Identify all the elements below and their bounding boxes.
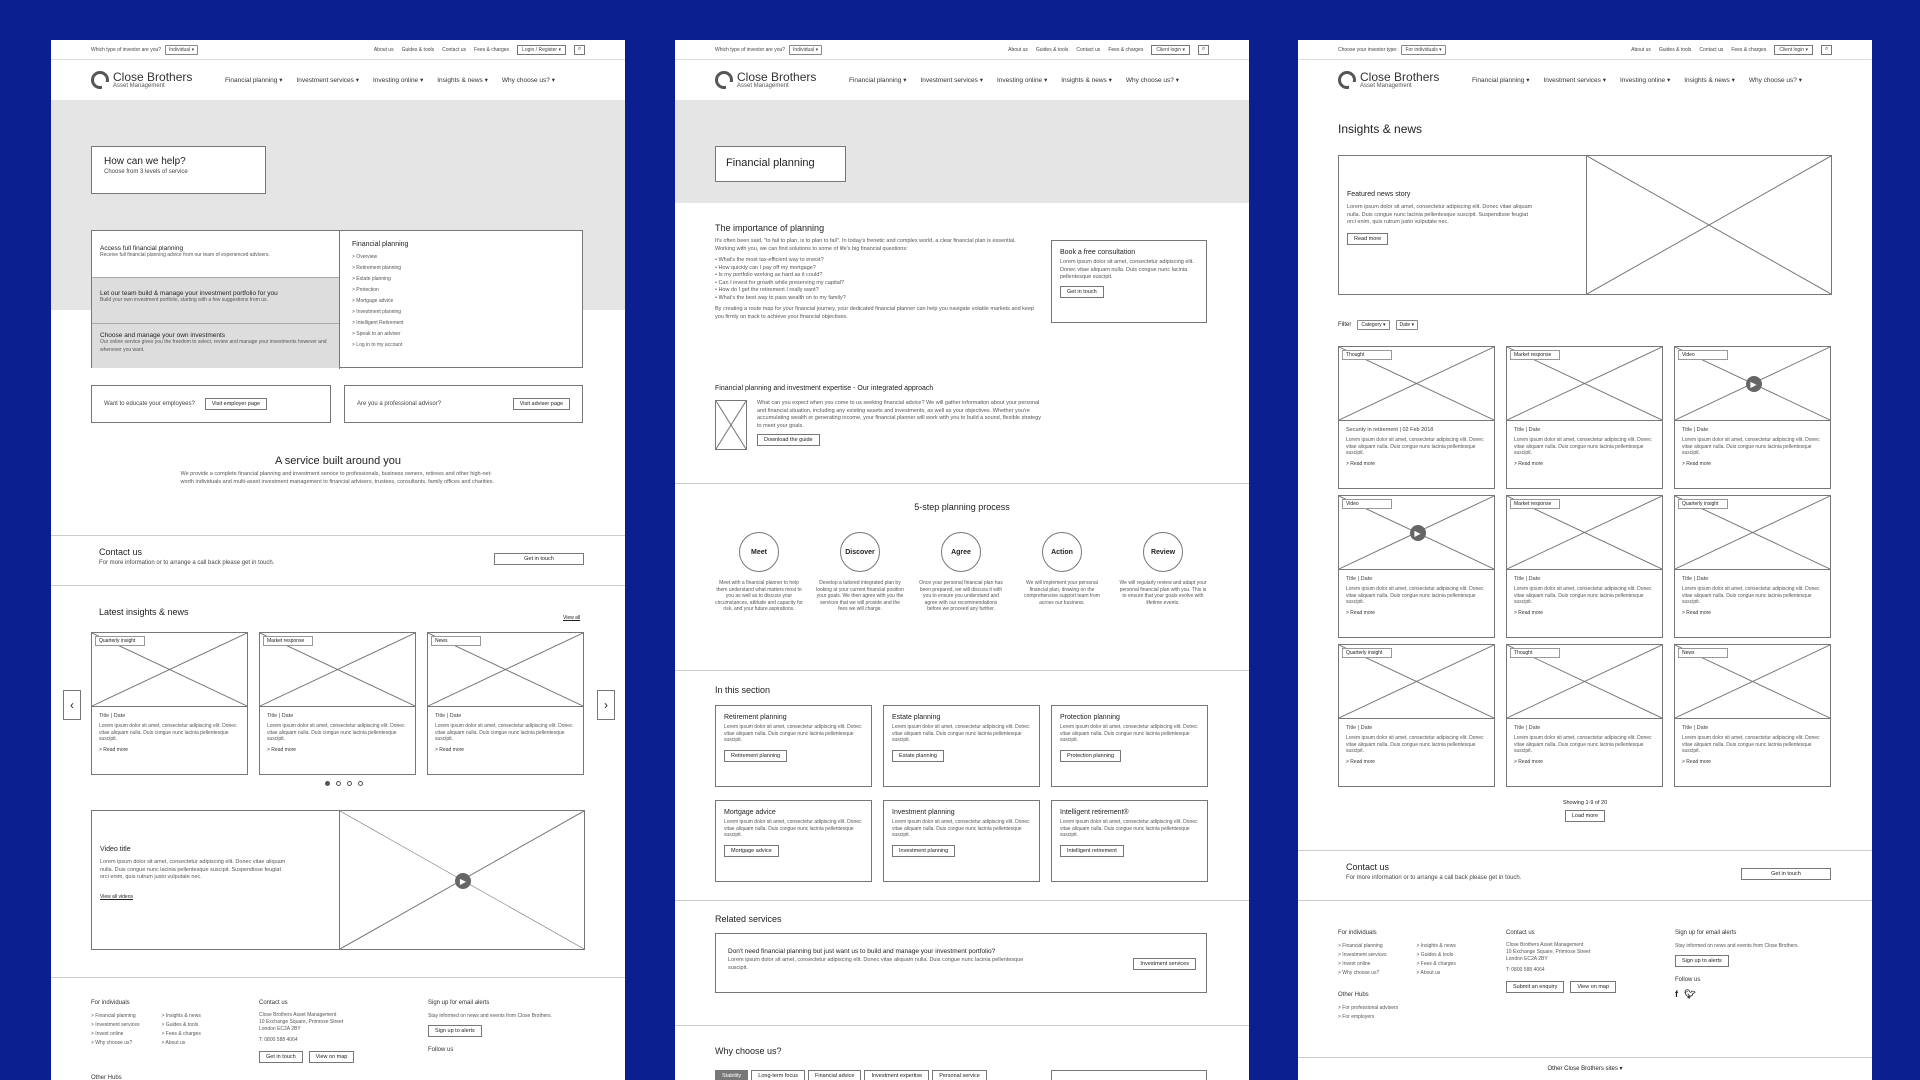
card-title: Title | Date — [1346, 725, 1373, 731]
section-card: Protection planning Lorem ipsum dolor sit amet, consectetur adipiscing elit. Donec vitae aliquam nulla. Duis congue nunc lacinia pellentesque suscipit. Protection planning — [1051, 705, 1208, 787]
card-image-placeholder — [428, 633, 583, 707]
service-levels — [91, 230, 583, 368]
card-title: Title | Date — [99, 713, 126, 719]
list-item[interactable]: > Investment services — [91, 1022, 140, 1028]
list-item[interactable]: > Intelligent Retirement — [352, 320, 404, 326]
card-text: Lorem ipsum dolor sit amet, consectetur adipiscing elit. Donec vitae aliquam nulla. Duis congue nunc lacinia pellentesque suscipit. — [1346, 437, 1484, 456]
card-title: Title | Date — [267, 713, 294, 719]
view-map-button[interactable]: View on map — [1570, 981, 1616, 993]
search-icon[interactable]: ⌕ — [1198, 45, 1209, 55]
pagination: Showing 1-9 of 20 Load more — [1298, 800, 1872, 822]
list-item[interactable]: > Fees & charges — [1416, 961, 1456, 967]
card-title: Title | Date — [1514, 427, 1541, 433]
card-tag: Market response — [1510, 499, 1560, 509]
in-section-title: In this section — [715, 685, 771, 695]
why-tab[interactable]: Financial advice — [808, 1070, 861, 1080]
financial-planning-menu: Financial planning > Overview > Retirement planning > Estate planning > Protection > Mortgage advice > Investment planning > Intelligent Retirement > Speak to an adviser > Log in to my account — [339, 231, 584, 369]
nav-investing-online[interactable]: Investing online ▾ — [997, 77, 1048, 84]
why-title: Why choose us? — [715, 1046, 782, 1056]
footer-individuals: For individuals > Financial planning > Investment services > Invest online > Why choose us? > Insights & news > Guides & tools > Fees & charges > About us — [91, 1000, 201, 1046]
card-title: Title | Date — [1346, 576, 1373, 582]
planning-step: Discover Develop a tailored integrated plan by looking at your current financial position your goals. We then agree with you the services that we will provide and the fees we will charge. — [816, 532, 904, 613]
page-title: Financial planning — [715, 146, 846, 182]
card-text: Lorem ipsum dolor sit amet, consectetur adipiscing elit. Donec vitae aliquam nulla. Duis congue nunc lacinia pellentesque suscipit. — [1514, 586, 1652, 605]
read-more-link[interactable]: > Read more — [1346, 609, 1376, 616]
investor-type-select[interactable]: Individual ▾ — [165, 45, 198, 55]
planning-step: Agree Once your personal financial plan has been prepared, we will discuss it with you to ensure you understand and agree with our recommendations before we proceed any further. — [917, 532, 1005, 613]
list-item[interactable]: > Financial planning — [1338, 943, 1383, 949]
card-image-placeholder — [260, 633, 415, 707]
planning-step: Meet Meet with a financial planner to help them understand what matters most to you as well as to discuss your circumstances, attitude and capacity for risk, and your future aspirations. — [715, 532, 803, 613]
card-image-placeholder — [1675, 496, 1830, 570]
section-card-button[interactable]: Intelligent retirement — [1060, 845, 1124, 857]
footer-individuals: For individuals > Financial planning > Investment services > Invest online > Why choose us? > Insights & news > Guides & tools > Fees & charges > About us Other Hubs > For professional advisers > For employers — [1338, 930, 1488, 1022]
card-title: Title | Date — [1682, 427, 1709, 433]
service-section: A service built around you We provide a complete financial planning and investment service to professionals, business owners, retirees and other high-net-worth individuals and multi-asset investment management to financial advisers, trustees, consultants, family offices and charities. — [180, 455, 495, 485]
submit-enquiry-button[interactable]: Submit an enquiry — [1506, 981, 1564, 993]
twitter-icon[interactable]: 🐦︎ — [1684, 989, 1696, 999]
list-item[interactable]: > Investment planning — [352, 309, 402, 315]
utility-bar: Choose your investor type: For individuals ▾ About us Guides & tools Contact us Fees & charges Client login ▾ ⌕ — [1298, 40, 1872, 60]
list-item[interactable]: > For employers — [1338, 1014, 1375, 1020]
video-placeholder[interactable] — [339, 810, 585, 950]
get-in-touch-button[interactable]: Get in touch — [494, 553, 584, 565]
signup-button[interactable]: Sign up to alerts — [428, 1025, 482, 1037]
play-icon[interactable]: ▶ — [1746, 376, 1762, 392]
contact-link[interactable]: Contact us — [1699, 46, 1724, 53]
nav-insights-news[interactable]: Insights & news ▾ — [1684, 77, 1735, 84]
adviser-page-button[interactable]: Visit adviser page — [513, 398, 570, 410]
logo-icon — [1338, 71, 1356, 89]
nav-financial-planning[interactable]: Financial planning ▾ — [225, 77, 283, 84]
play-icon[interactable]: ▶ — [455, 873, 471, 889]
card-title: Title | Date — [1514, 576, 1541, 582]
card-tag: Quarterly insight — [95, 636, 145, 646]
logo-icon — [715, 71, 733, 89]
footer-signup: Sign up for email alerts Stay informed on news and events from Close Brothers. Sign up to alerts Follow us — [428, 1000, 552, 1053]
card-text: Lorem ipsum dolor sit amet, consectetur adipiscing elit. Donec vitae aliquam nulla. Duis congue nunc lacinia pellentesque suscipit. — [1514, 437, 1652, 456]
investor-question: Which type of investor are you? — [91, 46, 162, 53]
section-card-button[interactable]: Protection planning — [1060, 750, 1121, 762]
nav-investing-online[interactable]: Investing online ▾ — [373, 77, 424, 84]
card-text: Lorem ipsum dolor sit amet, consectetur adipiscing elit. Donec vitae aliquam nulla. Duis congue nunc lacinia pellentesque suscipit. — [1346, 586, 1484, 605]
logo[interactable]: Close Brothers Asset Management — [715, 71, 835, 89]
card-title: Title | Date — [435, 713, 462, 719]
read-more-link[interactable]: > Read more — [267, 746, 297, 753]
footer-contact: Contact us Close Brothers Asset Management 10 Exchange Square, Primrose Street London EC2A 2BY T: 0800 588 4064 Get in touch View on map — [259, 1000, 409, 1063]
logo[interactable]: Close Brothers Asset Management — [91, 71, 211, 89]
card-text: Lorem ipsum dolor sit amet, consectetur adipiscing elit. Donec vitae aliquam nulla. Duis congue nunc lacinia pellentesque suscipit. — [1346, 735, 1484, 754]
news-card[interactable] — [1506, 346, 1663, 489]
list-item: • What's the best way to pass wealth on to my family? — [715, 294, 846, 301]
main-nav — [51, 60, 625, 100]
card-image-placeholder — [1339, 347, 1494, 421]
nav-why-choose-us[interactable]: Why choose us? ▾ — [1125, 77, 1179, 84]
read-more-link[interactable]: > Read more — [1682, 609, 1712, 616]
why-tabs — [715, 1070, 987, 1080]
nav-financial-planning[interactable]: Financial planning ▾ — [1472, 77, 1530, 84]
carousel-next-icon[interactable]: › — [597, 690, 615, 720]
client-login-button[interactable]: Client login ▾ — [1774, 45, 1813, 55]
why-panel — [1051, 1070, 1207, 1080]
fees-link[interactable]: Fees & charges — [1731, 46, 1767, 53]
read-more-link[interactable]: > Read more — [1346, 758, 1376, 765]
card-text: Lorem ipsum dolor sit amet, consectetur adipiscing elit. Donec vitae aliquam nulla. Duis congue nunc lacinia pellentesque suscipit. — [1682, 586, 1820, 605]
section-card: Intelligent retirement® Lorem ipsum dolor sit amet, consectetur adipiscing elit. Donec vitae aliquam nulla. Duis congue nunc lacinia pellentesque suscipit. Intelligent retirement — [1051, 800, 1208, 882]
list-item[interactable]: > Insights & news — [161, 1013, 201, 1019]
card-text: Lorem ipsum dolor sit amet, consectetur adipiscing elit. Donec vitae aliquam nulla. Duis congue nunc lacinia pellentesque suscipit. — [1514, 735, 1652, 754]
list-item[interactable]: > Log in to my account — [352, 342, 403, 348]
planning-step: Review We will regularly review and adapt your personal financial plan with you. This is to ensure that your goals evolve with lifetime events. — [1119, 532, 1207, 613]
read-more-link[interactable]: > Read more — [1514, 460, 1544, 467]
search-icon[interactable]: ⌕ — [574, 45, 585, 55]
level-1[interactable]: Access full financial planning Receive full financial planning advice from our team of experienced advisers. — [92, 231, 339, 277]
card-image-placeholder — [1507, 645, 1662, 719]
featured-read-more-button[interactable]: Read more — [1347, 233, 1388, 245]
step-circle[interactable]: Review — [1143, 532, 1183, 572]
list-item: • How quickly can I pay off my mortgage? — [715, 264, 816, 271]
date-select[interactable]: Date ▾ — [1396, 320, 1418, 330]
section-card-button[interactable]: Investment planning — [892, 845, 955, 857]
insights-wireframe — [1298, 40, 1872, 1080]
login-button[interactable]: Login / Register ▾ — [517, 45, 566, 55]
about-link[interactable]: About us — [1631, 46, 1651, 53]
card-tag: Market response — [263, 636, 313, 646]
news-card[interactable] — [1506, 644, 1663, 787]
why-tab[interactable]: Long-term focus — [751, 1070, 805, 1080]
importance-section: The importance of planning It's often been said, "to fail to plan, is to plan to fail". In today's frenetic and complex world, a clear financial plan is essential. Working with you, we can find solutions to some of life's big financial questions: • What's the most tax-efficient way to invest? • How quickly can I pay off my mortgage? • Is my portfolio working as hard as it could? • Can I invest for growth while preserving my capital? • How do I get the retirement I really want? • What's the best way to pass wealth on to my family? By creating a route map for your financial journey, your dedicated financial planner can help you navigate volatile markets and keep you firmly on track to achieve your financial objectives. — [715, 223, 1035, 320]
about-link[interactable]: About us — [1008, 46, 1028, 53]
card-image-placeholder — [1507, 496, 1662, 570]
signup-button[interactable]: Sign up to alerts — [1675, 955, 1729, 967]
page-title: Insights & news — [1338, 122, 1423, 136]
step-circle[interactable]: Discover — [840, 532, 880, 572]
nav-why-choose-us[interactable]: Why choose us? ▾ — [501, 77, 555, 84]
level-3[interactable]: Choose and manage your own investments Our online service gives you the freedom to select, review and manage your investments however and whenever you want. — [92, 323, 339, 368]
section-card-button[interactable]: Retirement planning — [724, 750, 787, 762]
card-tag: Market response — [1510, 350, 1560, 360]
list-item[interactable]: > Retirement planning — [352, 265, 402, 271]
card-text: Lorem ipsum dolor sit amet, consectetur adipiscing elit. Donec vitae aliquam nulla. Duis congue nunc lacinia pellentesque suscipit. — [267, 723, 405, 742]
list-item: • Is my portfolio working as hard as it could? — [715, 272, 823, 278]
why-tab[interactable]: Investment expertise — [864, 1070, 929, 1080]
category-select[interactable]: Category ▾ — [1357, 320, 1389, 330]
card-tag: News — [1678, 648, 1728, 658]
contact-section: Contact us For more information or to arrange a call back please get in touch. — [1346, 862, 1522, 881]
read-more-link[interactable]: > Read more — [99, 746, 129, 753]
investment-services-button[interactable]: Investment services — [1133, 958, 1196, 970]
section-card: Retirement planning Lorem ipsum dolor sit amet, consectetur adipiscing elit. Donec vitae aliquam nulla. Duis congue nunc lacinia pellentesque suscipit. Retirement planning — [715, 705, 872, 787]
guide-image-placeholder — [715, 400, 747, 450]
card-tag: Quarterly insight — [1342, 648, 1392, 658]
nav-investing-online[interactable]: Investing online ▾ — [1620, 77, 1671, 84]
why-tab[interactable]: Stability — [715, 1070, 748, 1080]
steps-row — [715, 532, 1207, 613]
card-text: Lorem ipsum dolor sit amet, consectetur adipiscing elit. Donec vitae aliquam nulla. Duis congue nunc lacinia pellentesque suscipit. — [435, 723, 573, 742]
contact-link[interactable]: Contact us — [442, 46, 467, 53]
dot-3[interactable] — [347, 781, 352, 786]
footer-signup: Sign up for email alerts Stay informed on news and events from Close Brothers. Sign up to alerts Follow us f 🐦︎ — [1675, 930, 1799, 999]
step-circle[interactable]: Meet — [739, 532, 779, 572]
view-all-link[interactable]: View all — [563, 615, 581, 621]
contact-section: Contact us For more information or to arrange a call back please get in touch. — [99, 547, 275, 566]
news-card[interactable] — [1674, 346, 1831, 489]
nav-financial-planning[interactable]: Financial planning ▾ — [849, 77, 907, 84]
card-image-placeholder — [1507, 347, 1662, 421]
list-item[interactable]: > Invest online — [91, 1031, 124, 1037]
contact-link[interactable]: Contact us — [1076, 46, 1101, 53]
steps-title: 5-step planning process — [914, 502, 1010, 512]
list-item[interactable]: > Fees & charges — [161, 1031, 201, 1037]
list-item: • Can I invest for growth while preserving my capital? — [715, 279, 845, 286]
step-circle[interactable]: Agree — [941, 532, 981, 572]
list-item[interactable]: > Speak to an adviser — [352, 331, 401, 337]
about-link[interactable]: About us — [373, 46, 394, 53]
view-videos-link[interactable]: View all videos — [100, 893, 133, 900]
consult-get-in-touch-button[interactable]: Get in touch — [1060, 286, 1104, 298]
guides-link[interactable]: Guides & tools — [401, 46, 435, 53]
card-image-placeholder — [1339, 496, 1494, 570]
news-card[interactable] — [259, 632, 416, 775]
card-title: Title | Date — [1514, 725, 1541, 731]
dot-2[interactable] — [336, 781, 341, 786]
filter-bar: Filter Category ▾ Date ▾ — [1338, 320, 1418, 330]
card-title: Title | Date — [1682, 725, 1709, 731]
utility-bar: Which type of investor are you? Individual ▾ About us Guides & tools Contact us Fees & charges Client login ▾ ⌕ — [675, 40, 1249, 60]
get-in-touch-button[interactable]: Get in touch — [1741, 868, 1831, 880]
why-tab[interactable]: Personal service — [932, 1070, 987, 1080]
nav-insights-news[interactable]: Insights & news ▾ — [1061, 77, 1112, 84]
section-card-button[interactable]: Mortgage advice — [724, 845, 779, 857]
news-card[interactable] — [1338, 346, 1495, 489]
main-nav — [1298, 60, 1872, 100]
logo[interactable]: Close Brothers Asset Management — [1338, 71, 1458, 89]
section-card: Estate planning Lorem ipsum dolor sit amet, consectetur adipiscing elit. Donec vitae aliquam nulla. Duis congue nunc lacinia pellentesque suscipit. Estate planning — [883, 705, 1040, 787]
card-image-placeholder — [1675, 645, 1830, 719]
list-item[interactable]: > Mortgage advice — [352, 298, 394, 304]
level-2[interactable]: Let our team build & manage your investment portfolio for you Build your own investment portfolio, starting with a few suggestions from us. — [92, 277, 339, 323]
section-card: Mortgage advice Lorem ipsum dolor sit amet, consectetur adipiscing elit. Donec vitae aliquam nulla. Duis congue nunc lacinia pellentesque suscipit. Mortgage advice — [715, 800, 872, 882]
read-more-link[interactable]: > Read more — [1682, 758, 1712, 765]
planning-step: Action We will implement your personal financial plan, drawing on the comprehensive support team from across our business. — [1018, 532, 1106, 613]
read-more-link[interactable]: > Read more — [1346, 460, 1376, 467]
card-text: Lorem ipsum dolor sit amet, consectetur adipiscing elit. Donec vitae aliquam nulla. Duis congue nunc lacinia pellentesque suscipit. — [99, 723, 237, 742]
card-tag: Video — [1342, 499, 1392, 509]
guides-link[interactable]: Guides & tools — [1658, 46, 1692, 53]
related-title: Related services — [715, 914, 782, 924]
list-item[interactable]: > Financial planning — [91, 1013, 136, 1019]
list-item: • What's the most tax-efficient way to invest? — [715, 257, 824, 263]
search-icon[interactable]: ⌕ — [1821, 45, 1832, 55]
nav-insights-news[interactable]: Insights & news ▾ — [437, 77, 488, 84]
list-item[interactable]: > For professional advisers — [1338, 1005, 1399, 1011]
card-image-placeholder — [92, 633, 247, 707]
card-tag: Video — [1678, 350, 1728, 360]
step-circle[interactable]: Action — [1042, 532, 1082, 572]
list-item[interactable]: > Estate planning — [352, 276, 391, 282]
read-more-link[interactable]: > Read more — [435, 746, 465, 753]
expertise-body: What can you expect when you come to us seeking financial advice? We will gather information about your personal and financial situation, including any existing assets and investments, as well as your objectives. Whether you're accumulating wealth or generating income, your financial planner will work with you to build a sound, flexible strategy to meet your goals. Download the guide — [757, 400, 1047, 446]
nav-investment-services[interactable]: Investment services ▾ — [920, 77, 983, 84]
footer-get-in-touch-button[interactable]: Get in touch — [259, 1051, 303, 1063]
footer-contact: Contact us Close Brothers Asset Management 10 Exchange Square, Primrose Street London EC2A 2BY T: 0800 588 4064 Submit an enquiry View on map — [1506, 930, 1656, 993]
download-guide-button[interactable]: Download the guide — [757, 434, 820, 446]
news-card[interactable] — [427, 632, 584, 775]
news-card[interactable] — [1506, 495, 1663, 638]
employer-page-button[interactable]: Visit employer page — [205, 398, 267, 410]
insights-title: Latest insights & news — [99, 607, 189, 617]
logo-icon — [91, 71, 109, 89]
help-box: How can we help? Choose from 3 levels of service — [91, 146, 266, 194]
list-item[interactable]: > Why choose us? — [91, 1040, 133, 1046]
card-title: Title | Date — [1682, 576, 1709, 582]
news-card[interactable] — [91, 632, 248, 775]
adviser-box: Are you a professional advisor? Visit adviser page — [344, 385, 583, 423]
featured-story: Featured news story Lorem ipsum dolor sit amet, consectetur adipiscing elit. Donec vitae aliquam nulla. Duis congue nunc lacinia pellentesque suscipit. Suspendisse feugiat orci enim, quis rutrum justo vulputate nec. Read more — [1338, 155, 1830, 295]
related-box: Don't need financial planning but just want us to build and manage your investment portfolio? Lorem ipsum dolor sit amet, consectetur adipiscing elit. Donec vitae aliquam nulla. Duis congue nunc lacinia pellentesque suscipit. Investment services — [715, 933, 1207, 993]
carousel-prev-icon[interactable]: ‹ — [63, 690, 81, 720]
nav-investment-services[interactable]: Investment services ▾ — [296, 77, 359, 84]
card-tag: Thought — [1342, 350, 1392, 360]
employees-box: Want to educate your employees? Visit employer page — [91, 385, 331, 423]
card-tag: Quarterly insight — [1678, 499, 1728, 509]
main-nav — [675, 60, 1249, 100]
dot-1[interactable] — [325, 781, 330, 786]
card-text: Lorem ipsum dolor sit amet, consectetur adipiscing elit. Donec vitae aliquam nulla. Duis congue nunc lacinia pellentesque suscipit. — [1682, 437, 1820, 456]
nav-investment-services[interactable]: Investment services ▾ — [1543, 77, 1606, 84]
card-text: Lorem ipsum dolor sit amet, consectetur adipiscing elit. Donec vitae aliquam nulla. Duis congue nunc lacinia pellentesque suscipit. — [1682, 735, 1820, 754]
read-more-link[interactable]: > Read more — [1514, 758, 1544, 765]
section-card: Investment planning Lorem ipsum dolor sit amet, consectetur adipiscing elit. Donec vitae aliquam nulla. Duis congue nunc lacinia pellentesque suscipit. Investment planning — [883, 800, 1040, 882]
news-card[interactable] — [1338, 495, 1495, 638]
list-item[interactable]: > About us — [1416, 970, 1441, 976]
investor-type-select[interactable]: Individual ▾ — [789, 45, 822, 55]
card-image-placeholder — [1339, 645, 1494, 719]
load-more-button[interactable]: Load more — [1565, 810, 1605, 822]
news-card[interactable] — [1674, 495, 1831, 638]
fees-link[interactable]: Fees & charges — [474, 46, 510, 53]
read-more-link[interactable]: > Read more — [1514, 609, 1544, 616]
list-item[interactable]: > Investment services — [1338, 952, 1387, 958]
client-login-button[interactable]: Client login ▾ — [1151, 45, 1190, 55]
list-item[interactable]: > Guides & tools — [1416, 952, 1454, 958]
card-tag: News — [431, 636, 481, 646]
card-title: Security in retirement | 02 Feb 2018 — [1346, 427, 1434, 433]
list-item[interactable]: > Overview — [352, 254, 378, 260]
fees-link[interactable]: Fees & charges — [1108, 46, 1144, 53]
list-item[interactable]: > Insights & news — [1416, 943, 1456, 949]
list-item[interactable]: > About us — [161, 1040, 186, 1046]
facebook-icon[interactable]: f — [1675, 989, 1678, 999]
nav-why-choose-us[interactable]: Why choose us? ▾ — [1748, 77, 1802, 84]
card-tag: Thought — [1510, 648, 1560, 658]
list-item[interactable]: > Guides & tools — [161, 1022, 199, 1028]
homepage-wireframe: Which type of investor are you? Individual ▾ About us Guides & tools Contact us Fees & charges Login / Register ▾ ⌕ Close Brothers Asset Management Financial planning ▾ Investment services ▾ Investing online ▾ Insights & news ▾ Why choose us? ▾ How can we help? Choose from 3 levels of service Access full financial planning Receive full financial planning advice from our team of experienced advisers. Let our team build & manage your investment portfolio for you Build your own investment portfolio, starting with a few suggestions from us. Choose and manage your own investments Our online service gives you the freedom to select, review and manage your investments however and whenever you want. Financial planning > Overview > Retirement planning > Estate planning > Protection > Mortgage advice > Investment planning > Intelligent Retirement > Speak to an adviser > Log in to my account Want to educate your employees? Visit employer page Are you a professional advisor? Visit adviser page A service built around you We provide a complete financial planning and investment service to professionals, business owners, retirees and other high-net-worth individuals and multi-asset investment management to financial advisers, trustees, consultants, family offices and charities. Contact us For more information or to arrange a call back please get in touch. Get in touch Latest insights & news View all ‹ › Quarterly insight Title | Date Lorem ipsum dolor sit amet, consectetur adipiscing elit. Donec vitae aliquam nulla. Duis congue nunc lacinia pellentesque suscipit. > Read more Market response Title | Date Lorem ipsum dolor sit amet, consectetur adipiscing elit. Donec vitae aliquam nulla. Duis congue nunc lacinia pellentesque suscipit. > Read more News Title | Date Lorem ipsum dolor sit amet, consectetur adipiscing elit. Donec vitae aliquam nulla. Duis congue nunc lacinia pellentesque suscipit. > Read more Video title Lorem ipsum dolor sit amet, consectetur adipiscing elit. Donec vitae aliquam nulla. Duis congue nunc lacinia pellentesque suscipit. Suspendisse feugiat orci enim, quis rutrum justo vulputate nec. View all videos ▶ For individuals > Financial planning > Investment services > Invest online > Why choose us? > Insights & news > Guides & tools > Fees & charges > About us Contact us Close Brothers Asset Management 10 Exchange Square, Primrose Street London EC2A 2BY T: 0800 588 4064 Get in touch View on map Sign up for email alerts Stay informed on news and events from Close Brothers. Sign up to alerts Follow us Other Hubs — [51, 40, 625, 1080]
card-image-placeholder — [1675, 347, 1830, 421]
list-item[interactable]: > Invest online — [1338, 961, 1371, 967]
consultation-box: Book a free consultation Lorem ipsum dolor sit amet, consectetur adipiscing elit. Donec vitae aliquam nulla. Duis congue nunc lacinia pellentesque suscipit. Get in touch — [1051, 240, 1207, 323]
video-block: Video title Lorem ipsum dolor sit amet, consectetur adipiscing elit. Donec vitae aliquam nulla. Duis congue nunc lacinia pellentesque suscipit. Suspendisse feugiat orci enim, quis rutrum justo vulputate nec. View all videos ▶ — [91, 810, 583, 950]
carousel-dots — [325, 781, 363, 786]
utility-bar — [51, 40, 625, 60]
read-more-link[interactable]: > Read more — [1682, 460, 1712, 467]
section-card-button[interactable]: Estate planning — [892, 750, 944, 762]
dot-4[interactable] — [358, 781, 363, 786]
financial-planning-wireframe — [675, 40, 1249, 1080]
news-card[interactable] — [1674, 644, 1831, 787]
guides-link[interactable]: Guides & tools — [1035, 46, 1069, 53]
list-item[interactable]: > Why choose us? — [1338, 970, 1380, 976]
featured-image-placeholder — [1586, 155, 1832, 295]
other-sites-select[interactable]: Other Close Brothers sites ▾ — [1547, 1066, 1623, 1072]
expertise-title: Financial planning and investment expertise - Our integrated approach — [715, 385, 934, 392]
view-map-button[interactable]: View on map — [309, 1051, 355, 1063]
news-card[interactable] — [1338, 644, 1495, 787]
list-item[interactable]: > Protection — [352, 287, 379, 293]
list-item: • How do I get the retirement I really want? — [715, 287, 819, 293]
investor-type-select[interactable]: For individuals ▾ — [1401, 45, 1445, 55]
play-icon[interactable]: ▶ — [1410, 525, 1426, 541]
